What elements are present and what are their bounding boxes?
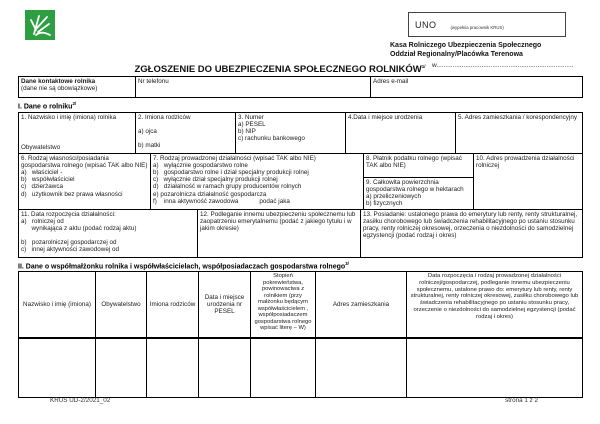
field-10-title: 10. Adres prowadzenia działalności rolniczej [476, 154, 577, 169]
field-6-option-a: a) właściciel - [21, 168, 63, 176]
field-2-father: a) ojca [138, 127, 157, 135]
field-3-pesel: a) PESEL [238, 120, 266, 128]
field-1-name [19, 113, 136, 153]
entry-residence-address [316, 339, 407, 397]
field-6-title: 6. Rodzaj własności/posiadania gospodarstwa rolnego (wpisać TAK albo NIE) [21, 154, 148, 169]
section2-footnote: 3/ [345, 260, 349, 266]
field-3-bank-account: c) rachunku bankowego [238, 135, 305, 143]
field-2-title: 2. Imiona rodziców [138, 113, 191, 121]
field-1-title: 1. Nazwisko i imię (imiona) rolnika [21, 113, 117, 121]
section2-heading: II. Dane o współmałżonku rolnika i współwłaścicielach, współposiadaczach gospodarstwa rolnego$^{3/}$ [18, 260, 349, 270]
field-8-tax-payer [364, 154, 473, 178]
uno-note: (wypełnia pracownik KRUS) [450, 24, 504, 30]
email-label: Adres e-mail [373, 78, 409, 85]
section1-heading: I. Dane o rolniku$^{2/}$ [18, 101, 77, 111]
field-4-title: 4.Data i miejsce urodzenia [348, 113, 423, 121]
org-line2: Oddział Regionalny/Placówka Terenowa [390, 51, 523, 58]
uno-code: UNO [415, 19, 437, 30]
field-11-start-dates [19, 210, 198, 257]
col-birth-pesel: Data i miejsce urodzenia nr PESEL [199, 272, 251, 337]
field-11-option-a: a) rolniczej od [21, 217, 64, 225]
entry-parents-names [147, 339, 199, 397]
field-2-parents [136, 113, 236, 153]
field-9-conversion-ha: a) przeliczeniowych [366, 192, 421, 200]
field-11-option-a-note: wynikająca z aktu (podać rodzaj aktu) [21, 224, 137, 232]
field-7-option-b: b) gospodarstwo rolne i dział specjalny produkcji rolnej [153, 168, 309, 176]
krus-logo [25, 10, 55, 40]
field-6-option-b: b) współwłaściciel [21, 176, 75, 184]
title-footnote: 1/ [421, 63, 426, 69]
email-field [371, 77, 582, 97]
field-8-title: 8. Płatnik podatku rolnego (wpisać TAK albo NIE) [366, 154, 464, 169]
col-kinship: Stopień pokrewieństwa, powinowactwa z rolnikiem (przy małżonku będącym współwłaścicielem , współposiadaczem gospodarstwa rolnego wpisać literę – W) [251, 272, 316, 337]
field-7-option-c: c) wyłącznie dział specjalny produkcji rolnej [153, 176, 278, 184]
field-9-physical-ha: b) fizycznych [366, 200, 403, 208]
entry-activity-insurance-info [407, 339, 582, 397]
field-7-activity-type [151, 154, 364, 209]
field-9-title: 9. Całkowita powierzchnia gospodarstwa rolnego w hektarach [366, 178, 464, 193]
field-2-mother: b) matki [138, 141, 161, 149]
field-7-option-e: e) pozarolnicza działalność gospodarcza [153, 190, 267, 198]
field-13-title: 13. Posiadanie: ustalonego prawa do emerytury lub renty, renty strukturalnej, zasiłku chorobowego lub świadczenia rehabilitacyjnego po ustaniu stosunku pracy, renty rolniczej okresowej, orzeczenia o niezdolności do samodzielnej egzystencji (podać rodzaj i okres) [363, 210, 579, 240]
field-6-option-c: c) dzierżawca [21, 183, 63, 191]
field-12-title: 12. Podleganie innemu ubezpieczeniu społecznemu lub zaopatrzeniu emerytalnemu (podać z jakiego tytułu i w jakim okresie) [200, 210, 358, 232]
form-title: ZGŁOSZENIE DO UBEZPIECZENIA SPOŁECZNEGO $ROLNIKÓW^{1/}$ [134, 63, 426, 75]
field-10-activity-address [474, 154, 582, 209]
col-citizenship: Obywatelstwo [96, 272, 147, 337]
contact-label: Dane kontaktowe rolnika [21, 78, 96, 85]
field-4-birth [346, 113, 456, 153]
section2-header-row [18, 271, 583, 338]
location-dotted-line: w............................................................................ [432, 62, 574, 69]
field-11-option-b: b) pozarolniczej gospodarczej od [21, 239, 117, 247]
uno-box [408, 12, 566, 37]
field-7-option-d: d) działalność w ramach grupy producentów rolnych [153, 183, 302, 191]
field-13-pension-rights [361, 210, 582, 257]
field-9-farm-area [364, 178, 473, 209]
section2-entry-row [18, 338, 583, 398]
field-3-nip: b) NIP [238, 127, 256, 135]
field-6-ownership [19, 154, 151, 209]
wheat-emblem-icon [27, 12, 53, 38]
field-3-numbers [236, 113, 346, 153]
col-parents-names: Imiona rodziców [147, 272, 199, 337]
section1-footnote: 2/ [72, 101, 77, 106]
contact-row [18, 76, 583, 98]
field-11-title: 11. Data rozpoczęcia działalności: [21, 210, 116, 218]
section1-row-a [18, 112, 583, 154]
field-5-title: 5. Adres zamieszkania / korespondencyjny [458, 113, 578, 121]
field-7-title: 7. Rodzaj prowadzonej działalności (wpisać TAK albo NIE) [153, 154, 316, 162]
entry-kinship [251, 339, 316, 397]
field-11-option-c: c) innej aktywności zawodowej od [21, 246, 119, 254]
field-7-option-a: a) wyłącznie gospodarstwo rolne [153, 161, 248, 169]
page-indicator: strona 1 z 2 [505, 397, 538, 404]
field-12-other-insurance [198, 210, 361, 257]
field-8-9-column [364, 154, 474, 209]
entry-name-surname [19, 339, 96, 397]
organisation-name [390, 41, 541, 59]
org-line1: Kasa Rolniczego Ubezpieczenia Społecznego [390, 42, 542, 49]
col-residence-address: Adres zamieszkania [316, 272, 407, 337]
contact-note: (dane nie są obowiązkowe) [21, 85, 98, 93]
form-code: KRUS UD-2/2021_02 [50, 397, 111, 404]
col-name-surname: Nazwisko i imię (imiona) [19, 272, 96, 337]
field-6-option-d: d) użytkownik bez prawa własności [21, 190, 123, 198]
contact-label-cell [19, 77, 136, 97]
phone-field [136, 77, 371, 97]
field-5-address [456, 113, 582, 153]
entry-citizenship [96, 339, 147, 397]
col-activity-insurance-info: Data rozpoczęcia i rodzaj prowadzonej działalności rolniczej/gospodarczej, podleganie innemu ubezpieczeniu społecznemu, ustalone prawo do: emerytury lub renty, renty strukturalnej, renty rolniczej okresowej, zasiłku chorobowego lub świadczenia rehabilitacyjnego po ustaniu stosunku pracy, orzeczenie o niezdolności do samodzielnej egzystencji (podać rodzaj i okres) [410, 273, 579, 320]
field-3-title: 3. Numer [238, 113, 264, 121]
section1-row-b [18, 154, 583, 210]
field-1-citizenship: Obywatelstwo [21, 144, 61, 152]
phone-label: Nr telefonu [138, 78, 169, 85]
form-body [18, 76, 583, 398]
field-7-option-f: f) inna aktywność zawodowa podać jaka [153, 197, 290, 205]
entry-birth-pesel [199, 339, 251, 397]
section1-row-c [18, 210, 583, 258]
